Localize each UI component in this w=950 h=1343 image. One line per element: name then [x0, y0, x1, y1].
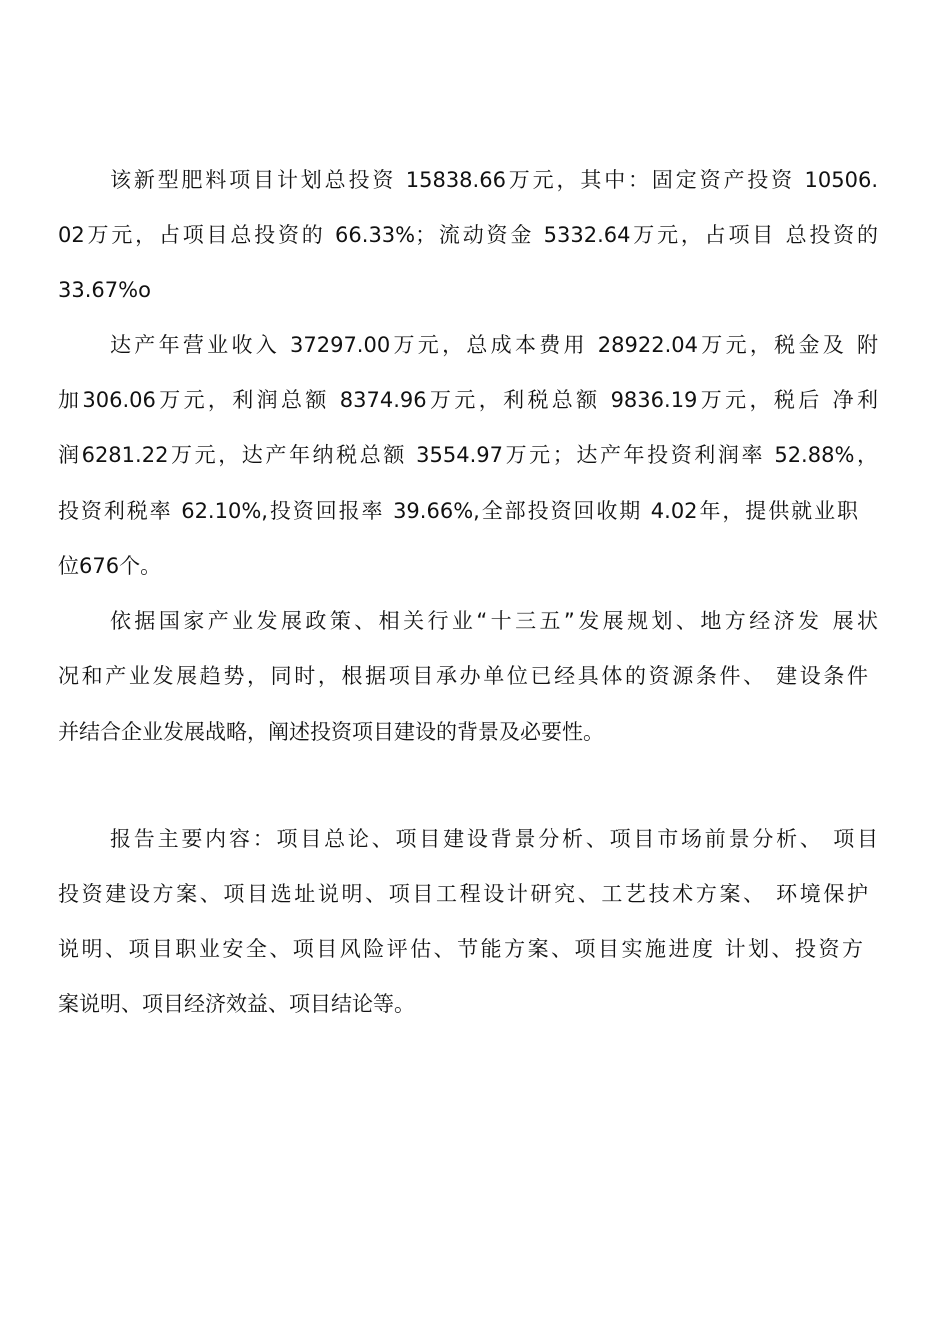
text-line: 润6281.22万元，达产年纳税总额 3554.97万元；达产年投资利润率 52.88%， [58, 443, 878, 467]
text-line: 达产年营业收入 37297.00万元，总成本费用 28922.04万元，税金及 附 [110, 333, 878, 357]
text-line: 说明、项目职业安全、项目风险评估、节能方案、项目实施进度 计划、投资方 [58, 937, 863, 961]
text-line: 投资利税率 62.10%,投资回报率 39.66%,全部投资回收期 4.02年，提供就业职 [58, 499, 858, 523]
text-line: 投资建设方案、项目选址说明、项目工程设计研究、工艺技术方案、 环境保护 [58, 882, 868, 906]
text-line: 并结合企业发展战略，阐述投资项目建设的背景及必要性。 [58, 720, 604, 744]
text-line: 报告主要内容：项目总论、项目建设背景分析、项目市场前景分析、 项目 [110, 827, 878, 851]
text-line: 33.67%o [58, 278, 151, 302]
text-line: 依据国家产业发展政策、相关行业“十三五”发展规划、地方经济发 展状 [110, 609, 878, 633]
text-line: 况和产业发展趋势，同时，根据项目承办单位已经具体的资源条件、 建设条件 [58, 664, 868, 688]
text-line: 02万元，占项目总投资的 66.33%；流动资金 5332.64万元，占项目 总投资的 [58, 223, 878, 247]
text-line: 该新型肥料项目计划总投资 15838.66万元，其中：固定资产投资 10506. [110, 168, 878, 192]
text-line: 加306.06万元，利润总额 8374.96万元，利税总额 9836.19万元，税后 净利 [58, 388, 878, 412]
text-line: 位676个。 [58, 554, 162, 578]
text-line: 案说明、项目经济效益、项目结论等。 [58, 992, 415, 1016]
